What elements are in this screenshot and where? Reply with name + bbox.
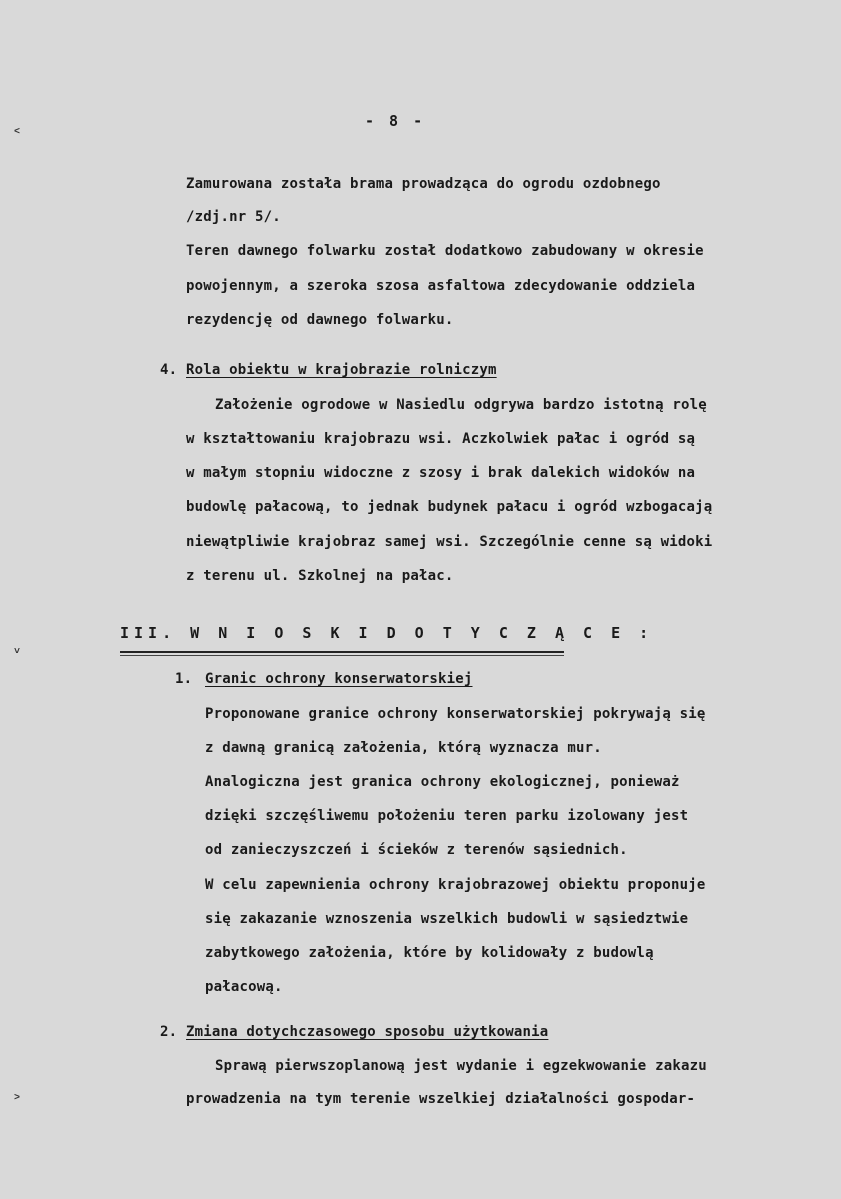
section-title: Rola obiektu w krajobrazie rolniczym [186, 362, 497, 378]
paragraph-line: Proponowane granice ochrony konserwatorskiej pokrywają się [205, 706, 706, 722]
page-number: - 8 - [365, 112, 426, 130]
paragraph-line: niewątpliwie krajobraz samej wsi. Szczególnie cenne są widoki [186, 534, 713, 550]
subsection-title: Zmiana dotychczasowego sposobu użytkowania [186, 1024, 549, 1040]
subsection-title: Granic ochrony konserwatorskiej [205, 671, 473, 687]
paragraph-line: dzięki szczęśliwemu położeniu teren parku izolowany jest [205, 808, 689, 824]
paragraph-line: Sprawą pierwszoplanową jest wydanie i egzekwowanie zakazu [215, 1058, 707, 1074]
paragraph-line: pałacową. [205, 979, 283, 995]
subsection-number: 2. [160, 1024, 178, 1040]
paragraph-line: W celu zapewnienia ochrony krajobrazowej obiektu proponuje [205, 877, 706, 893]
paragraph-line: Zamurowana została brama prowadząca do ogrodu ozdobnego [186, 176, 661, 192]
paragraph-line: w małym stopniu widoczne z szosy i brak dalekich widoków na [186, 465, 696, 481]
subsection-number: 1. [175, 671, 193, 687]
paragraph-line: w kształtowaniu krajobrazu wsi. Aczkolwiek pałac i ogród są [186, 431, 696, 447]
chapter-heading: III. W N I O S K I D O T Y C Z Ą C E : [120, 624, 654, 642]
paragraph-line: Analogiczna jest granica ochrony ekologicznej, ponieważ [205, 774, 680, 790]
heading-rule [120, 651, 564, 653]
paragraph-line: z dawną granicą założenia, którą wyznacza mur. [205, 740, 602, 756]
paragraph-line: od zanieczyszczeń i ścieków z terenów sąsiednich. [205, 842, 628, 858]
section-number: 4. [160, 362, 178, 378]
paragraph-line: rezydencję od dawnego folwarku. [186, 312, 454, 328]
paragraph-line: zabytkowego założenia, które by kolidowały z budowlą [205, 945, 654, 961]
margin-mark: ˃ [14, 1092, 21, 1103]
paragraph-line: się zakazanie wznoszenia wszelkich budowli w sąsiedztwie [205, 911, 689, 927]
paragraph-line: prowadzenia na tym terenie wszelkiej działalności gospodar- [186, 1091, 696, 1107]
paragraph-line: z terenu ul. Szkolnej na pałac. [186, 568, 454, 584]
margin-mark: ˅ [14, 646, 21, 657]
paragraph-line: powojennym, a szeroka szosa asfaltowa zdecydowanie oddziela [186, 278, 696, 294]
paragraph-line: budowlę pałacową, to jednak budynek pałacu i ogród wzbogacają [186, 499, 713, 515]
paragraph-line: /zdj.nr 5/. [186, 209, 281, 225]
paragraph-line: Założenie ogrodowe w Nasiedlu odgrywa bardzo istotną rolę [215, 397, 707, 413]
heading-rule [120, 655, 564, 656]
margin-mark: ˂ [14, 126, 21, 137]
paragraph-line: Teren dawnego folwarku został dodatkowo zabudowany w okresie [186, 243, 704, 259]
